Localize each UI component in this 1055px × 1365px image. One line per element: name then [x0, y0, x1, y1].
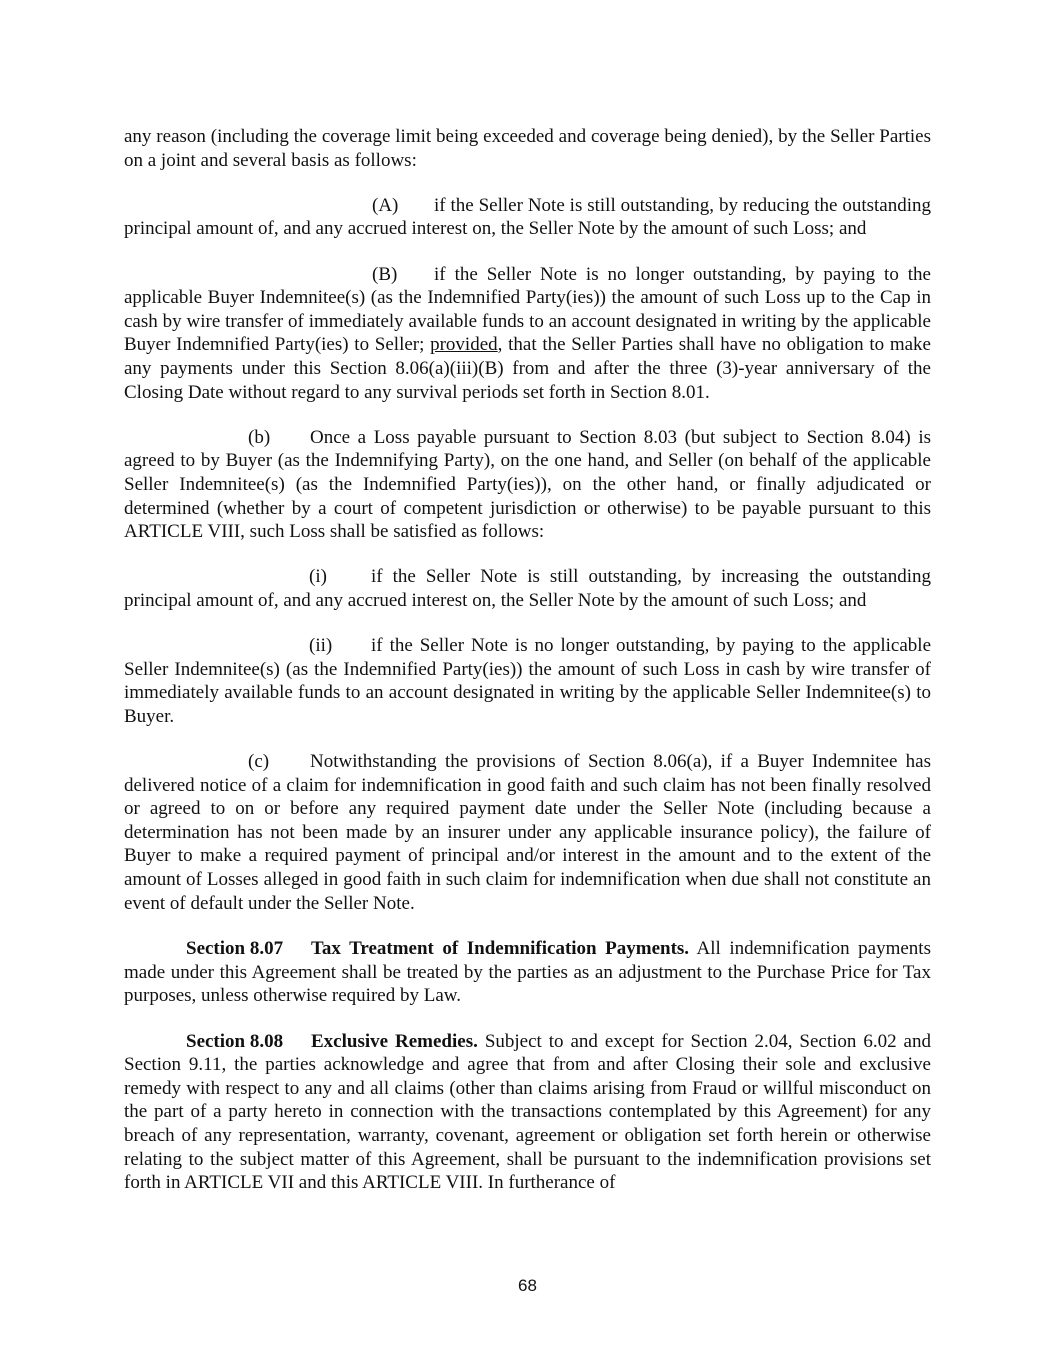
clause-B [124, 263, 931, 405]
paragraph-intro [124, 125, 931, 172]
clause-c [124, 750, 931, 915]
clause-B-text-2: , that the Seller Parties shall have no obligation to make any payments under this Section 8.06(a)(iii)(B) from and after the three (3)-year anniversary of the Closing Date without regard to any survival periods set forth in Section 8.01. [124, 334, 931, 403]
clause-i [124, 565, 931, 612]
clause-ii [124, 634, 931, 728]
clause-A-label: (A) [372, 194, 399, 216]
paragraph-intro-text: any reason (including the coverage limit being exceeded and coverage being denied), by the Seller Parties on a joint and several basis as follows: [124, 126, 931, 171]
clause-c-label: (c) [248, 751, 270, 773]
clause-B-label: (B) [372, 263, 398, 285]
section-8-08-title: Exclusive Remedies. [311, 1030, 478, 1052]
section-8-08 [124, 1030, 931, 1195]
clause-b-label: (b) [248, 426, 271, 448]
clause-i-label: (i) [309, 566, 327, 588]
page-number: 68 [518, 1276, 537, 1295]
section-8-08-text: Subject to and except for Section 2.04, Section 6.02 and Section 9.11, the parties acknowledge and agree that from and after Closing their sole and exclusive remedy with respect to any and all claims (other than claims arising from Fraud or willful misconduct on the part of a party hereto in connection with the transactions contemplated by this Agreement) for any breach of any representation, warranty, covenant, agreement or obligation set forth herein or otherwise relating to the subject matter of this Agreement, shall be pursuant to the indemnification provisions set forth in ARTICLE VII and this ARTICLE VIII. In furtherance of [124, 1030, 931, 1194]
section-8-07-number: Section 8.07 [186, 937, 284, 959]
clause-b [124, 426, 931, 544]
clause-i-text: if the Seller Note is still outstanding, by increasing the outstanding principal amount of, and any accrued interest on, the Seller Note by the amount of such Loss; and [124, 566, 931, 611]
clause-A [124, 194, 931, 241]
clause-B-text-1: if the Seller Note is no longer outstanding, by paying to the applicable Buyer Indemnitee(s) (as the Indemnified Party(ies)) the amount of such Loss up to the Cap in cash by wire transfer of immediately available funds to an account designated in writing by the applicable Buyer Indemnified Party(ies) to Seller; [124, 263, 931, 356]
clause-A-text: if the Seller Note is still outstanding, by reducing the outstanding principal amount of, and any accrued interest on, the Seller Note by the amount of such Loss; and [124, 194, 931, 240]
section-8-08-number: Section 8.08 [186, 1030, 284, 1052]
section-8-07-text: All indemnification payments made under this Agreement shall be treated by the parties as an adjustment to the Purchase Price for Tax purposes, unless otherwise required by Law. [124, 937, 931, 1007]
clause-c-text: Notwithstanding the provisions of Section 8.06(a), if a Buyer Indemnitee has delivered notice of a claim for indemnification in good faith and such claim has not been finally resolved or agreed to on or before any required payment date under the Seller Note (including because a determination has not been made by an insurer under any applicable insurance policy), the failure of Buyer to make a required payment of principal and/or interest in the amount and to the extent of the amount of Losses alleged in good faith in such claim for indemnification when due shall not constitute an event of default under the Seller Note. [124, 751, 931, 914]
section-8-07-title: Tax Treatment of Indemnification Payments. [311, 937, 690, 959]
clause-B-provided: provided [430, 334, 498, 356]
document-body [124, 125, 931, 1195]
clause-b-text: Once a Loss payable pursuant to Section 8.03 (but subject to Section 8.04) is agreed to by Buyer (as the Indemnifying Party), on the one hand, and Seller (on behalf of the applicable Seller Indemnitee(s) (as the Indemnified Party(ies)), on the other hand, or finally adjudicated or determined (whether by a court of competent jurisdiction or otherwise) to be payable pursuant to this ARTICLE VIII, such Loss shall be satisfied as follows: [124, 426, 931, 543]
clause-ii-label: (ii) [309, 635, 333, 657]
clause-ii-text: if the Seller Note is no longer outstanding, by paying to the applicable Seller Indemnitee(s) (as the Indemnified Party(ies)) the amount of such Loss in cash by wire transfer of immediately available funds to an account designated in writing by the applicable Seller Indemnitee(s) to Buyer. [124, 635, 931, 727]
section-8-07 [124, 937, 931, 1008]
